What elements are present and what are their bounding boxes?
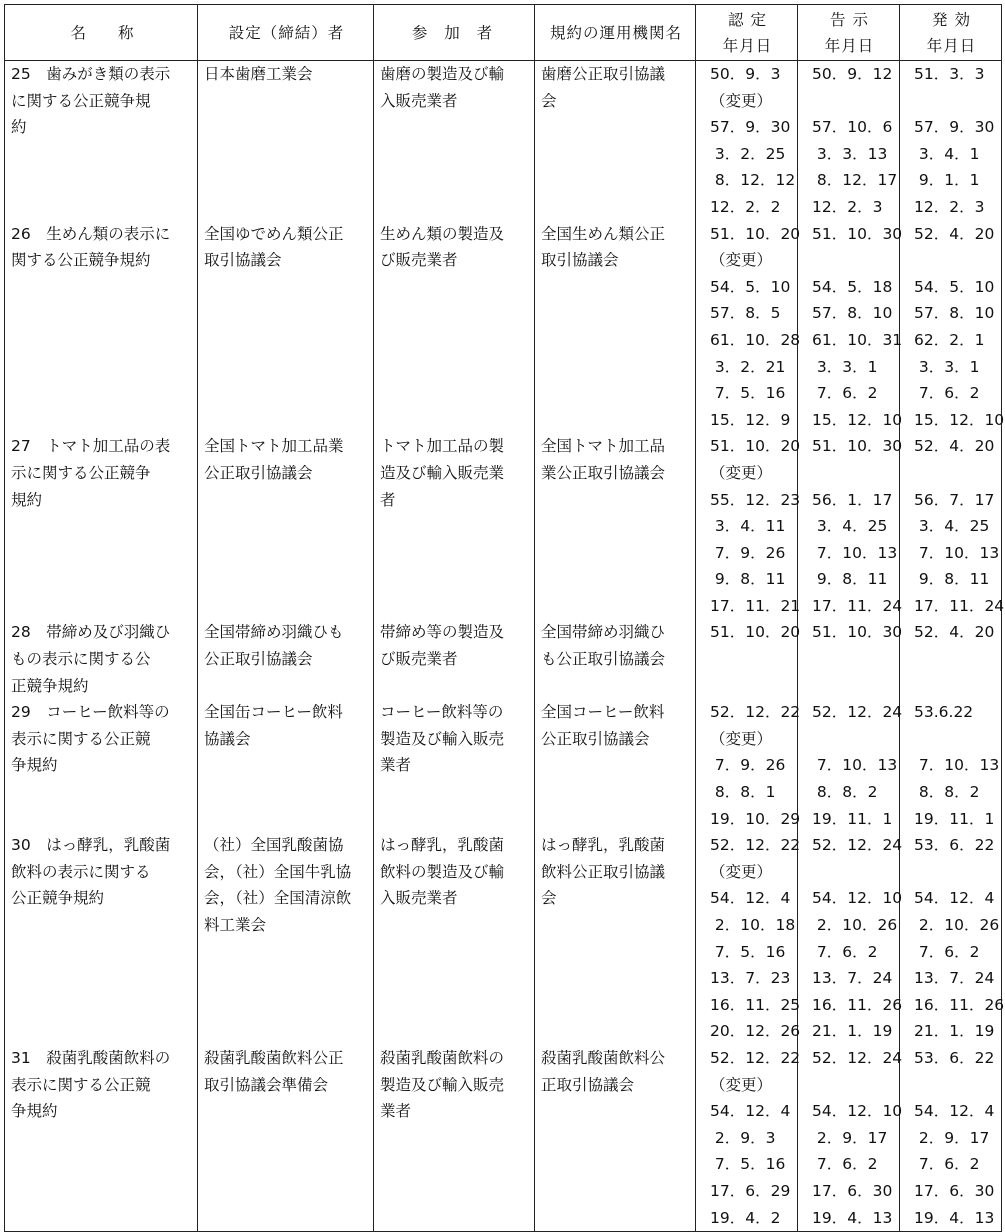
operating-body-line: 取引協議会 [541,251,619,270]
participants-cell [374,619,535,699]
operating-body-line: はっ酵乳，乳酸菌 [541,836,666,855]
effective-date-line: 54．5．10 [914,277,995,296]
approval-date-line: 17．6．29 [710,1181,791,1200]
regulation-name-line: 27 トマト加工品の表 [11,437,171,456]
approval-date-line: 51．10．20 [710,437,801,456]
effective-date-line [906,859,997,886]
regulation-name-cell [5,699,198,832]
header-name: 名称 [5,5,198,61]
establisher-line: 公正取引協議会 [204,463,313,482]
regulation-name-line: 争規約 [11,1102,58,1121]
notice-date-line [804,1072,895,1099]
notice-date-line: 51．10．30 [812,623,903,642]
regulation-name-line: 26 生めん類の表示に [11,224,171,243]
regulation-name-line: 示に関する公正競争 [11,463,151,482]
approval-date-cell [696,1045,801,1232]
approval-date-line: 2．10．18 [710,916,796,934]
approval-date-line: 2．9．3 [710,1128,776,1147]
establisher-line: 全国トマト加工品業 [204,437,344,456]
table-header [5,5,1002,61]
establisher-line: 取引協議会 [204,251,282,270]
participants-line: 業者 [380,756,412,775]
approval-date-line: 55．12．23 [710,490,801,509]
effective-date-line: 8．8．2 [914,783,980,802]
approval-date-line: 7．9．26 [710,543,786,562]
approval-date-cell [696,832,801,1045]
approval-date-line: 57．8．5 [710,304,781,323]
notice-date-line: 12．2．3 [812,197,883,216]
participants-line: び販売業者 [380,251,458,270]
effective-date-line: 19．11．1 [914,809,995,828]
regulation-name-cell [5,61,198,221]
participants-line: 入販売業者 [380,91,458,110]
notice-date-line: 17．11．24 [812,596,903,615]
establisher-cell [198,699,374,832]
participants-line: 殺菌乳酸菌飲料の [380,1048,505,1067]
approval-date-line: 9．8．11 [710,570,786,589]
notice-date-line: 19．11．1 [812,809,893,828]
notice-date-line: 52．12．24 [812,1048,903,1067]
operating-body-line: 全国コーヒー飲料 [541,703,665,722]
operating-body-line: 会 [541,91,557,110]
effective-date-line: 57．9．30 [914,118,995,137]
notice-date-line: 7．6．2 [812,1155,878,1174]
effective-date-line: 51．3．3 [914,65,985,83]
approval-date-line: （変更） [710,862,773,881]
table-row [5,61,1002,221]
establisher-line: 協議会 [204,729,251,748]
notice-date-cell [798,832,903,1045]
notice-date-line [804,88,895,115]
participants-line: トマト加工品の製 [380,437,505,456]
approval-date-line: 16．11．25 [710,995,801,1014]
operating-body-cell [535,832,696,1045]
approval-date-line: 20．12．26 [710,1022,801,1041]
notice-date-cell [798,619,903,699]
effective-date-line: 52．4．20 [914,437,995,456]
table-row [5,433,1002,619]
effective-date-line: 52．4．20 [914,623,995,642]
effective-date-line: 17．6．30 [914,1181,995,1200]
effective-date-line [906,726,997,753]
operating-body-cell [535,61,696,221]
operating-body-line: 殺菌乳酸菌飲料公 [541,1048,666,1067]
notice-date-cell [798,61,900,221]
establisher-cell [198,832,374,1045]
table-body [5,61,1005,1232]
participants-line: 業者 [380,1102,412,1121]
participants-line: 歯磨の製造及び輸 [380,65,505,83]
approval-date-line: （変更） [710,729,773,748]
approval-date-cell [696,221,801,434]
notice-date-line: 52．12．24 [812,836,903,855]
operating-body-line: 飲料公正取引協議 [541,862,666,881]
header-operator: 規約の運用機関名 [535,5,696,61]
operating-body-cell [535,619,696,699]
operating-body-line: 会 [541,889,557,908]
regulation-name-line: 飲料の表示に関する [11,862,151,881]
notice-date-line: 56．1．17 [812,490,893,509]
approval-date-line: 7．5．16 [710,942,786,961]
notice-date-line: 57．10．6 [812,118,893,137]
effective-date-line: 7．10．13 [914,756,1000,775]
effective-date-line: 7．6．2 [914,942,980,961]
effective-date-line: 19．4．13 [914,1208,995,1227]
effective-date-line: 54．12．4 [914,889,995,908]
establisher-cell [198,1045,374,1232]
operating-body-cell [535,221,696,434]
regulation-name-line: に関する公正競争規 [11,91,151,110]
approval-date-line: 54．5．10 [710,277,791,296]
operating-body-line: 全国生めん類公正 [541,224,666,243]
establisher-cell [198,619,374,699]
regulation-name-line: 31 殺菌乳酸菌飲料の [11,1048,171,1067]
establisher-line: 料工業会 [204,916,267,934]
effective-date-cell [900,1045,1002,1232]
effective-date-line: 16．11．26 [914,995,1005,1014]
participants-line: 造及び輸入販売業 [380,463,505,482]
effective-date-line: 57．8．10 [914,304,995,323]
operating-body-line: 正取引協議会 [541,1075,635,1094]
approval-date-line: 8．8．1 [710,783,776,802]
regulations-table [4,4,1005,1232]
establisher-line: （社）全国乳酸菌協 [204,836,344,855]
approval-date-line: 19．4．2 [710,1208,781,1227]
notice-date-line: 51．10．30 [812,224,903,243]
effective-date-line: 12．2．3 [914,197,985,216]
table-row [5,1045,1002,1232]
operating-body-line: 全国トマト加工品 [541,437,666,456]
effective-date-line: 21．1．19 [914,1022,995,1041]
participants-line: コーヒー飲料等の [380,703,504,722]
regulation-name-line: 30 はっ酵乳，乳酸菌 [11,836,171,855]
table-row [5,699,1002,832]
participants-cell [374,832,535,1045]
operating-body-line: も公正取引協議会 [541,650,666,669]
approval-date-line: 61．10．28 [710,330,801,349]
effective-date-cell [900,61,1002,221]
notice-date-line: 19．4．13 [812,1208,893,1227]
approval-date-cell [696,433,801,619]
regulation-name-line: 規約 [11,490,43,509]
approval-date-line: 50．9．3 [710,65,781,83]
approval-date-line: 3．2．25 [710,144,786,163]
establisher-line: 取引協議会準備会 [204,1075,329,1094]
notice-date-line: 57．8．10 [812,304,893,323]
establisher-cell [198,433,374,619]
notice-date-line: 8．12．17 [812,171,898,190]
approval-date-line: 13．7．23 [710,969,791,988]
participants-cell [374,61,535,221]
effective-date-cell [900,221,1005,434]
operating-body-cell [535,433,696,619]
notice-date-line [804,247,895,274]
approval-date-line: 7．9．26 [710,756,786,775]
effective-date-line: 15．12．10 [914,410,1005,429]
participants-line: 者 [380,490,396,509]
effective-date-line: 56．7．17 [914,490,995,509]
participants-line: はっ酵乳，乳酸菌 [380,836,505,855]
regulation-name-cell [5,1045,198,1232]
effective-date-line: 9．1．1 [914,171,980,190]
notice-date-cell [798,699,903,832]
participants-line: 入販売業者 [380,889,458,908]
approval-date-line: 15．12．9 [710,410,791,429]
notice-date-line: 50．9．12 [812,65,893,83]
establisher-line: 全国缶コーヒー飲料 [204,703,343,722]
notice-date-line: 9．8．11 [812,570,888,589]
effective-date-line: 53．6．22 [914,836,995,855]
effective-date-line [906,1072,997,1099]
establisher-cell [198,61,374,221]
effective-date-line: 7．10．13 [914,543,1000,562]
notice-date-line: 7．6．2 [812,942,878,961]
notice-date-line: 8．8．2 [812,783,878,802]
approval-date-line: 52．12．22 [710,836,801,855]
effective-date-line: 53．6．22 [914,1048,995,1067]
notice-date-line: 15．12．10 [812,410,903,429]
approval-date-line: （変更） [710,91,773,110]
regulation-name-line: もの表示に関する公 [11,650,151,669]
notice-date-line: 3．4．25 [812,517,888,536]
regulation-name-line: 正競争規約 [11,676,89,695]
effective-date-line: 2．10．26 [914,916,1000,934]
regulation-name-line: 表示に関する公正競 [11,729,151,748]
approval-date-cell [696,61,798,221]
effective-date-line: 3．4．25 [914,517,990,536]
regulation-name-cell [5,433,198,619]
notice-date-line: 7．10．13 [812,756,898,775]
header-participants: 参 加 者 [374,5,535,61]
participants-cell [374,1045,535,1232]
operating-body-cell [535,699,696,832]
participants-line: び販売業者 [380,650,458,669]
effective-date-line: 52．4．20 [914,224,995,243]
approval-date-line: 52．12．22 [710,1048,801,1067]
approval-date-line: 7．5．16 [710,1155,786,1174]
regulation-name-line: 28 帯締め及び羽織ひ [11,623,171,642]
notice-date-line [804,726,895,753]
effective-date-line: 13．7．24 [914,969,995,988]
approval-date-line: 54．12．4 [710,889,791,908]
effective-date-line: 7．6．2 [914,1155,980,1174]
participants-cell [374,699,535,832]
regulation-name-line: 表示に関する公正競 [11,1075,151,1094]
approval-date-cell [696,619,801,699]
notice-date-line: 54．12．10 [812,889,903,908]
approval-date-line: 3．4．11 [710,517,786,536]
effective-date-line [906,88,997,115]
regulation-name-line: 関する公正競争規約 [11,251,151,270]
regulation-name-line: 約 [11,118,27,137]
effective-date-line [906,247,997,274]
operating-body-line: 公正取引協議会 [541,729,650,748]
establisher-line: 全国帯締め羽織ひも [204,623,344,642]
approval-date-line: 17．11．21 [710,596,801,615]
establisher-line: 日本歯磨工業会 [204,65,313,83]
notice-date-line: 3．3．13 [812,144,888,163]
approval-date-line: 7．5．16 [710,384,786,403]
approval-date-line: 12．2．2 [710,197,781,216]
notice-date-cell [798,221,903,434]
effective-date-line: 53.6.22 [914,703,974,722]
operating-body-cell [535,1045,696,1232]
regulation-name-line: 29 コーヒー飲料等の [11,703,170,722]
notice-date-line: 13．7．24 [812,969,893,988]
approval-date-line: 19．10．29 [710,809,801,828]
approval-date-line: 54．12．4 [710,1102,791,1121]
table-row [5,619,1002,699]
establisher-line: 会，（社）全国牛乳協 [204,862,352,881]
approval-date-line: 8．12．12 [710,171,796,190]
approval-date-line: （変更） [710,251,773,270]
participants-cell [374,433,535,619]
effective-date-line: 54．12．4 [914,1102,995,1121]
header-establisher: 設定（締結）者 [198,5,374,61]
notice-date-line: 16．11．26 [812,995,903,1014]
effective-date-line: 62．2．1 [914,330,985,349]
approval-date-cell [696,699,801,832]
notice-date-line: 7．10．13 [812,543,898,562]
notice-date-line: 21．1．19 [812,1022,893,1041]
effective-date-line: 2．9．17 [914,1128,990,1147]
establisher-line: 会，（社）全国清涼飲 [204,889,352,908]
notice-date-line: 7．6．2 [812,384,878,403]
establisher-cell [198,221,374,434]
notice-date-line: 17．6．30 [812,1181,893,1200]
notice-date-line: 2．9．17 [812,1128,888,1147]
approval-date-line: 51．10．20 [710,623,801,642]
table-row [5,832,1002,1045]
participants-line: 帯締め等の製造及 [380,623,505,642]
effective-date-line: 3．4．1 [914,144,980,163]
approval-date-line: （変更） [710,1075,773,1094]
participants-line: 製造及び輸入販売 [380,1075,505,1094]
participants-line: 生めん類の製造及 [380,224,505,243]
header-notice-date: 告 示 年月日 [798,5,900,61]
approval-date-line: 52．12．22 [710,703,801,722]
operating-body-line: 歯磨公正取引協議 [541,65,666,83]
effective-date-line: 7．6．2 [914,384,980,403]
notice-date-line: 3．3．1 [812,357,878,376]
establisher-line: 公正取引協議会 [204,650,313,669]
effective-date-cell [900,619,1002,699]
operating-body-line: 業公正取引協議会 [541,463,666,482]
header-approval-date: 認 定 年月日 [696,5,798,61]
participants-line: 製造及び輸入販売 [380,729,505,748]
approval-date-line: 3．2．21 [710,357,786,376]
notice-date-line: 52．12．24 [812,703,903,722]
regulation-name-line: 争規約 [11,756,58,775]
notice-date-line [804,460,895,487]
approval-date-line: 57．9．30 [710,118,791,137]
approval-date-line: （変更） [710,463,773,482]
participants-line: 飲料の製造及び輸 [380,862,505,881]
effective-date-cell [900,832,1005,1045]
header-effective-date: 発 効 年月日 [900,5,1002,61]
effective-date-line [906,460,997,487]
effective-date-cell [900,433,1005,619]
effective-date-line: 3．3．1 [914,357,980,376]
operating-body-line: 全国帯締め羽織ひ [541,623,666,642]
notice-date-line: 61．10．31 [812,330,903,349]
notice-date-line: 2．10．26 [812,916,898,934]
notice-date-line [804,859,895,886]
establisher-line: 殺菌乳酸菌飲料公正 [204,1048,344,1067]
establisher-line: 全国ゆでめん類公正 [204,224,344,243]
regulation-name-line: 公正競争規約 [11,889,105,908]
effective-date-cell [900,699,1002,832]
approval-date-line: 51．10．20 [710,224,801,243]
regulation-name-cell [5,619,198,699]
table-row [5,221,1002,434]
regulation-name-cell [5,832,198,1045]
notice-date-line: 54．12．10 [812,1102,903,1121]
effective-date-line: 9．8．11 [914,570,990,589]
notice-date-line: 54．5．18 [812,277,893,296]
effective-date-line: 17．11．24 [914,596,1005,615]
participants-cell [374,221,535,434]
regulation-name-line: 25 歯みがき類の表示 [11,65,171,83]
regulation-name-cell [5,221,198,434]
notice-date-line: 51．10．30 [812,437,903,456]
notice-date-cell [798,433,903,619]
notice-date-cell [798,1045,903,1232]
